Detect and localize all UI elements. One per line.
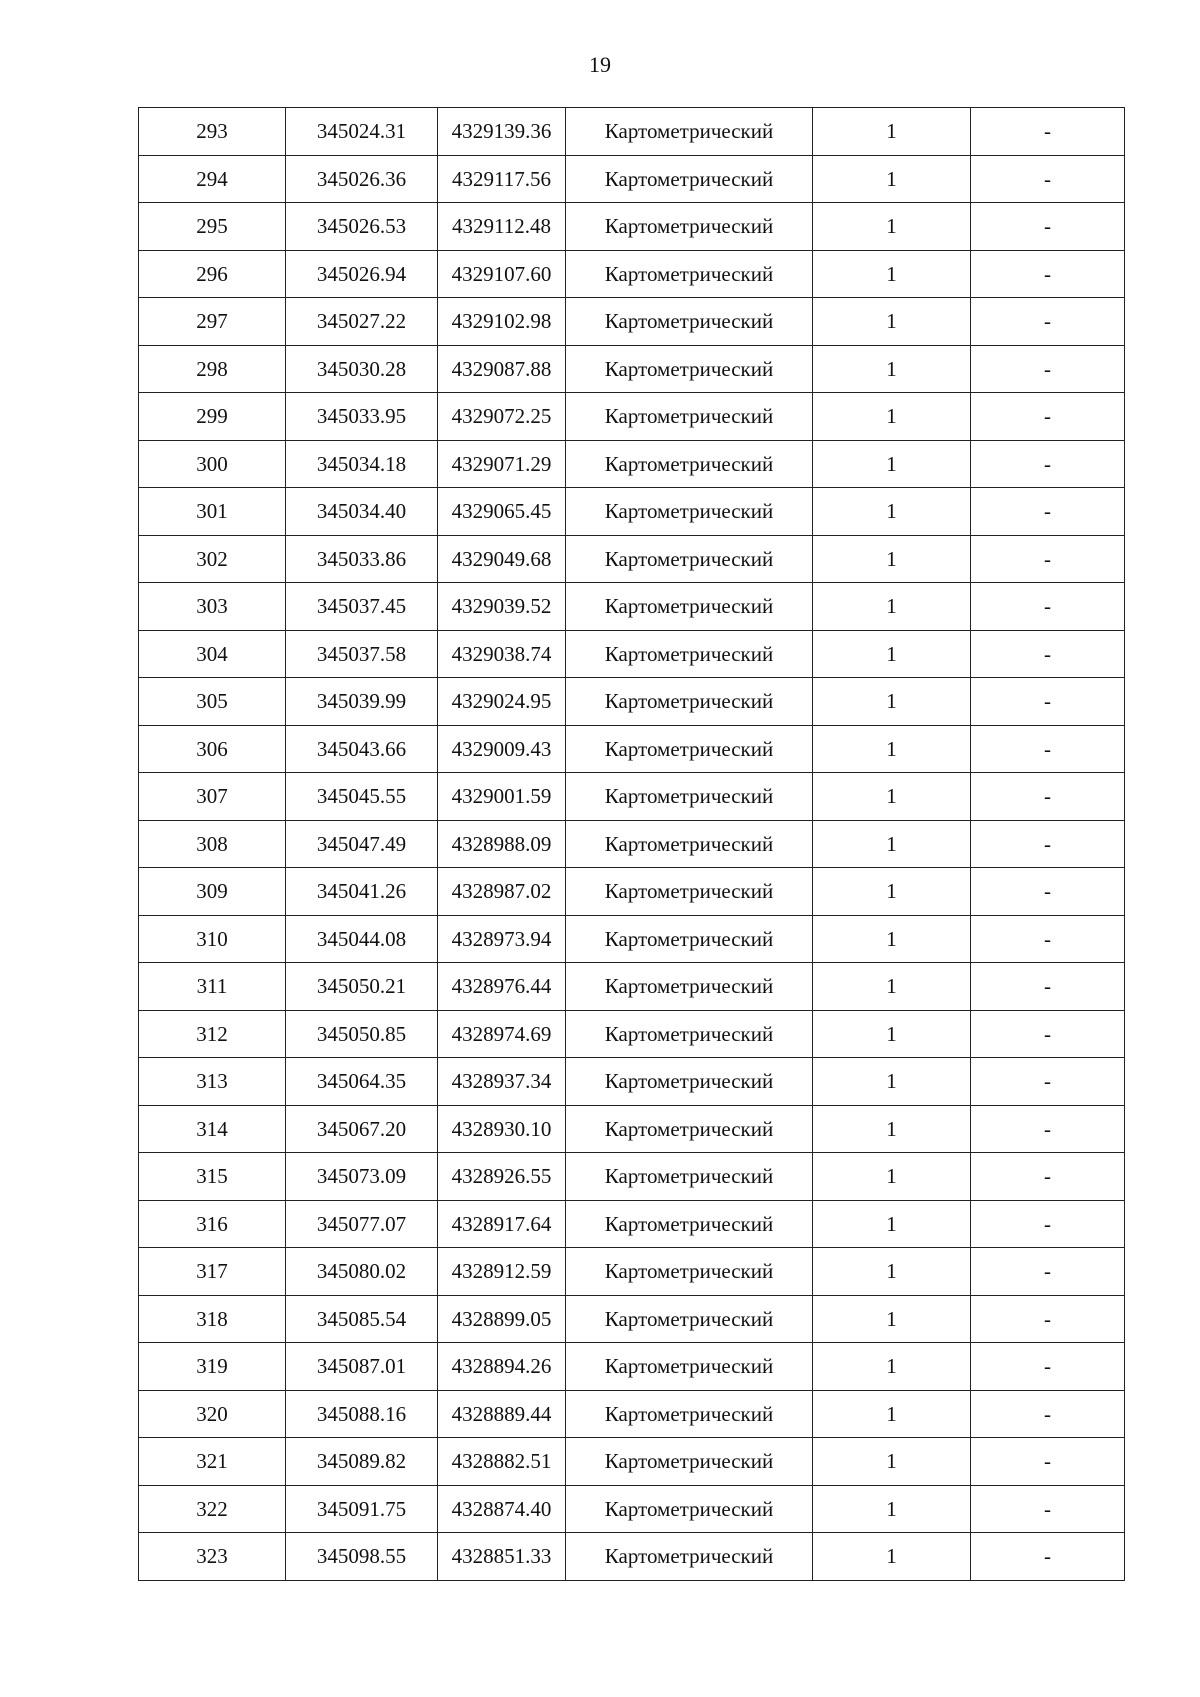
y-coordinate-cell: 4329038.74 <box>438 630 566 678</box>
y-coordinate-cell: 4329072.25 <box>438 393 566 441</box>
x-coordinate-cell: 345039.99 <box>286 678 438 726</box>
accuracy-cell: 1 <box>813 1248 971 1296</box>
point-number-cell: 302 <box>139 535 286 583</box>
point-number-cell: 296 <box>139 250 286 298</box>
x-coordinate-cell: 345091.75 <box>286 1485 438 1533</box>
point-number-cell: 293 <box>139 108 286 156</box>
accuracy-cell: 1 <box>813 203 971 251</box>
note-cell: - <box>971 1485 1125 1533</box>
note-cell: - <box>971 1200 1125 1248</box>
x-coordinate-cell: 345098.55 <box>286 1533 438 1581</box>
method-cell: Картометрический <box>566 1533 813 1581</box>
x-coordinate-cell: 345027.22 <box>286 298 438 346</box>
note-cell: - <box>971 630 1125 678</box>
note-cell: - <box>971 1058 1125 1106</box>
y-coordinate-cell: 4328899.05 <box>438 1295 566 1343</box>
note-cell: - <box>971 345 1125 393</box>
note-cell: - <box>971 725 1125 773</box>
point-number-cell: 305 <box>139 678 286 726</box>
note-cell: - <box>971 108 1125 156</box>
point-number-cell: 299 <box>139 393 286 441</box>
note-cell: - <box>971 583 1125 631</box>
point-number-cell: 300 <box>139 440 286 488</box>
table-row <box>139 298 1125 346</box>
table-row <box>139 1343 1125 1391</box>
note-cell: - <box>971 1248 1125 1296</box>
point-number-cell: 314 <box>139 1105 286 1153</box>
y-coordinate-cell: 4328976.44 <box>438 963 566 1011</box>
method-cell: Картометрический <box>566 1390 813 1438</box>
note-cell: - <box>971 1438 1125 1486</box>
accuracy-cell: 1 <box>813 1485 971 1533</box>
y-coordinate-cell: 4329107.60 <box>438 250 566 298</box>
coordinates-table-body <box>139 108 1125 1581</box>
note-cell: - <box>971 298 1125 346</box>
note-cell: - <box>971 678 1125 726</box>
x-coordinate-cell: 345026.36 <box>286 155 438 203</box>
method-cell: Картометрический <box>566 820 813 868</box>
accuracy-cell: 1 <box>813 1533 971 1581</box>
y-coordinate-cell: 4329102.98 <box>438 298 566 346</box>
note-cell: - <box>971 393 1125 441</box>
y-coordinate-cell: 4328882.51 <box>438 1438 566 1486</box>
x-coordinate-cell: 345041.26 <box>286 868 438 916</box>
note-cell: - <box>971 1153 1125 1201</box>
table-row <box>139 1390 1125 1438</box>
y-coordinate-cell: 4328974.69 <box>438 1010 566 1058</box>
method-cell: Картометрический <box>566 1295 813 1343</box>
method-cell: Картометрический <box>566 440 813 488</box>
accuracy-cell: 1 <box>813 963 971 1011</box>
table-row <box>139 1485 1125 1533</box>
method-cell: Картометрический <box>566 773 813 821</box>
y-coordinate-cell: 4328926.55 <box>438 1153 566 1201</box>
point-number-cell: 294 <box>139 155 286 203</box>
accuracy-cell: 1 <box>813 1343 971 1391</box>
method-cell: Картометрический <box>566 1248 813 1296</box>
accuracy-cell: 1 <box>813 630 971 678</box>
method-cell: Картометрический <box>566 678 813 726</box>
note-cell: - <box>971 440 1125 488</box>
method-cell: Картометрический <box>566 108 813 156</box>
table-row <box>139 1058 1125 1106</box>
y-coordinate-cell: 4328874.40 <box>438 1485 566 1533</box>
x-coordinate-cell: 345024.31 <box>286 108 438 156</box>
table-row <box>139 1010 1125 1058</box>
point-number-cell: 310 <box>139 915 286 963</box>
point-number-cell: 304 <box>139 630 286 678</box>
accuracy-cell: 1 <box>813 1105 971 1153</box>
note-cell: - <box>971 250 1125 298</box>
x-coordinate-cell: 345073.09 <box>286 1153 438 1201</box>
point-number-cell: 321 <box>139 1438 286 1486</box>
y-coordinate-cell: 4329117.56 <box>438 155 566 203</box>
y-coordinate-cell: 4328851.33 <box>438 1533 566 1581</box>
table-row <box>139 203 1125 251</box>
note-cell: - <box>971 1343 1125 1391</box>
method-cell: Картометрический <box>566 203 813 251</box>
y-coordinate-cell: 4329071.29 <box>438 440 566 488</box>
table-row <box>139 1200 1125 1248</box>
y-coordinate-cell: 4329024.95 <box>438 678 566 726</box>
method-cell: Картометрический <box>566 1058 813 1106</box>
accuracy-cell: 1 <box>813 1058 971 1106</box>
accuracy-cell: 1 <box>813 108 971 156</box>
method-cell: Картометрический <box>566 155 813 203</box>
method-cell: Картометрический <box>566 915 813 963</box>
point-number-cell: 323 <box>139 1533 286 1581</box>
point-number-cell: 309 <box>139 868 286 916</box>
table-row <box>139 108 1125 156</box>
accuracy-cell: 1 <box>813 820 971 868</box>
x-coordinate-cell: 345033.86 <box>286 535 438 583</box>
x-coordinate-cell: 345034.18 <box>286 440 438 488</box>
note-cell: - <box>971 1010 1125 1058</box>
x-coordinate-cell: 345077.07 <box>286 1200 438 1248</box>
note-cell: - <box>971 820 1125 868</box>
method-cell: Картометрический <box>566 535 813 583</box>
y-coordinate-cell: 4328973.94 <box>438 915 566 963</box>
point-number-cell: 319 <box>139 1343 286 1391</box>
note-cell: - <box>971 868 1125 916</box>
table-row <box>139 1153 1125 1201</box>
x-coordinate-cell: 345050.21 <box>286 963 438 1011</box>
coordinates-table <box>138 107 1125 1581</box>
y-coordinate-cell: 4328930.10 <box>438 1105 566 1153</box>
method-cell: Картометрический <box>566 1010 813 1058</box>
note-cell: - <box>971 203 1125 251</box>
method-cell: Картометрический <box>566 868 813 916</box>
table-row <box>139 1295 1125 1343</box>
accuracy-cell: 1 <box>813 915 971 963</box>
point-number-cell: 307 <box>139 773 286 821</box>
table-row <box>139 915 1125 963</box>
y-coordinate-cell: 4329049.68 <box>438 535 566 583</box>
accuracy-cell: 1 <box>813 1200 971 1248</box>
accuracy-cell: 1 <box>813 488 971 536</box>
accuracy-cell: 1 <box>813 345 971 393</box>
y-coordinate-cell: 4328894.26 <box>438 1343 566 1391</box>
x-coordinate-cell: 345026.53 <box>286 203 438 251</box>
note-cell: - <box>971 488 1125 536</box>
method-cell: Картометрический <box>566 963 813 1011</box>
table-row <box>139 345 1125 393</box>
method-cell: Картометрический <box>566 1343 813 1391</box>
accuracy-cell: 1 <box>813 155 971 203</box>
y-coordinate-cell: 4329065.45 <box>438 488 566 536</box>
point-number-cell: 301 <box>139 488 286 536</box>
table-row <box>139 773 1125 821</box>
x-coordinate-cell: 345047.49 <box>286 820 438 868</box>
x-coordinate-cell: 345064.35 <box>286 1058 438 1106</box>
point-number-cell: 317 <box>139 1248 286 1296</box>
accuracy-cell: 1 <box>813 678 971 726</box>
accuracy-cell: 1 <box>813 393 971 441</box>
x-coordinate-cell: 345026.94 <box>286 250 438 298</box>
point-number-cell: 316 <box>139 1200 286 1248</box>
table-row <box>139 963 1125 1011</box>
x-coordinate-cell: 345033.95 <box>286 393 438 441</box>
method-cell: Картометрический <box>566 393 813 441</box>
point-number-cell: 320 <box>139 1390 286 1438</box>
y-coordinate-cell: 4328988.09 <box>438 820 566 868</box>
method-cell: Картометрический <box>566 1105 813 1153</box>
accuracy-cell: 1 <box>813 535 971 583</box>
note-cell: - <box>971 1390 1125 1438</box>
method-cell: Картометрический <box>566 1485 813 1533</box>
method-cell: Картометрический <box>566 1438 813 1486</box>
point-number-cell: 295 <box>139 203 286 251</box>
method-cell: Картометрический <box>566 345 813 393</box>
point-number-cell: 303 <box>139 583 286 631</box>
y-coordinate-cell: 4329139.36 <box>438 108 566 156</box>
point-number-cell: 306 <box>139 725 286 773</box>
y-coordinate-cell: 4328937.34 <box>438 1058 566 1106</box>
method-cell: Картометрический <box>566 1153 813 1201</box>
y-coordinate-cell: 4329087.88 <box>438 345 566 393</box>
table-row <box>139 440 1125 488</box>
table-row <box>139 155 1125 203</box>
point-number-cell: 308 <box>139 820 286 868</box>
x-coordinate-cell: 345067.20 <box>286 1105 438 1153</box>
table-row <box>139 678 1125 726</box>
accuracy-cell: 1 <box>813 1153 971 1201</box>
y-coordinate-cell: 4328987.02 <box>438 868 566 916</box>
point-number-cell: 298 <box>139 345 286 393</box>
table-row <box>139 868 1125 916</box>
x-coordinate-cell: 345087.01 <box>286 1343 438 1391</box>
point-number-cell: 312 <box>139 1010 286 1058</box>
x-coordinate-cell: 345085.54 <box>286 1295 438 1343</box>
note-cell: - <box>971 773 1125 821</box>
note-cell: - <box>971 1533 1125 1581</box>
table-row <box>139 820 1125 868</box>
y-coordinate-cell: 4329039.52 <box>438 583 566 631</box>
note-cell: - <box>971 1295 1125 1343</box>
accuracy-cell: 1 <box>813 1010 971 1058</box>
x-coordinate-cell: 345050.85 <box>286 1010 438 1058</box>
point-number-cell: 313 <box>139 1058 286 1106</box>
accuracy-cell: 1 <box>813 773 971 821</box>
table-row <box>139 535 1125 583</box>
table-row <box>139 630 1125 678</box>
table-row <box>139 1533 1125 1581</box>
x-coordinate-cell: 345037.58 <box>286 630 438 678</box>
table-row <box>139 725 1125 773</box>
point-number-cell: 297 <box>139 298 286 346</box>
x-coordinate-cell: 345037.45 <box>286 583 438 631</box>
note-cell: - <box>971 963 1125 1011</box>
x-coordinate-cell: 345030.28 <box>286 345 438 393</box>
x-coordinate-cell: 345044.08 <box>286 915 438 963</box>
method-cell: Картометрический <box>566 488 813 536</box>
table-row <box>139 1248 1125 1296</box>
method-cell: Картометрический <box>566 583 813 631</box>
method-cell: Картометрический <box>566 250 813 298</box>
method-cell: Картометрический <box>566 725 813 773</box>
table-row <box>139 250 1125 298</box>
x-coordinate-cell: 345089.82 <box>286 1438 438 1486</box>
method-cell: Картометрический <box>566 630 813 678</box>
x-coordinate-cell: 345034.40 <box>286 488 438 536</box>
accuracy-cell: 1 <box>813 1390 971 1438</box>
table-row <box>139 583 1125 631</box>
accuracy-cell: 1 <box>813 1438 971 1486</box>
y-coordinate-cell: 4329009.43 <box>438 725 566 773</box>
y-coordinate-cell: 4329001.59 <box>438 773 566 821</box>
accuracy-cell: 1 <box>813 298 971 346</box>
y-coordinate-cell: 4328912.59 <box>438 1248 566 1296</box>
method-cell: Картометрический <box>566 298 813 346</box>
y-coordinate-cell: 4329112.48 <box>438 203 566 251</box>
note-cell: - <box>971 915 1125 963</box>
table-row <box>139 1105 1125 1153</box>
accuracy-cell: 1 <box>813 725 971 773</box>
x-coordinate-cell: 345088.16 <box>286 1390 438 1438</box>
note-cell: - <box>971 155 1125 203</box>
y-coordinate-cell: 4328889.44 <box>438 1390 566 1438</box>
page-number: 19 <box>589 52 611 77</box>
method-cell: Картометрический <box>566 1200 813 1248</box>
table-row <box>139 488 1125 536</box>
accuracy-cell: 1 <box>813 250 971 298</box>
table-row <box>139 393 1125 441</box>
accuracy-cell: 1 <box>813 1295 971 1343</box>
note-cell: - <box>971 535 1125 583</box>
accuracy-cell: 1 <box>813 440 971 488</box>
point-number-cell: 322 <box>139 1485 286 1533</box>
point-number-cell: 318 <box>139 1295 286 1343</box>
accuracy-cell: 1 <box>813 583 971 631</box>
accuracy-cell: 1 <box>813 868 971 916</box>
note-cell: - <box>971 1105 1125 1153</box>
x-coordinate-cell: 345080.02 <box>286 1248 438 1296</box>
x-coordinate-cell: 345045.55 <box>286 773 438 821</box>
point-number-cell: 311 <box>139 963 286 1011</box>
y-coordinate-cell: 4328917.64 <box>438 1200 566 1248</box>
x-coordinate-cell: 345043.66 <box>286 725 438 773</box>
table-row <box>139 1438 1125 1486</box>
point-number-cell: 315 <box>139 1153 286 1201</box>
